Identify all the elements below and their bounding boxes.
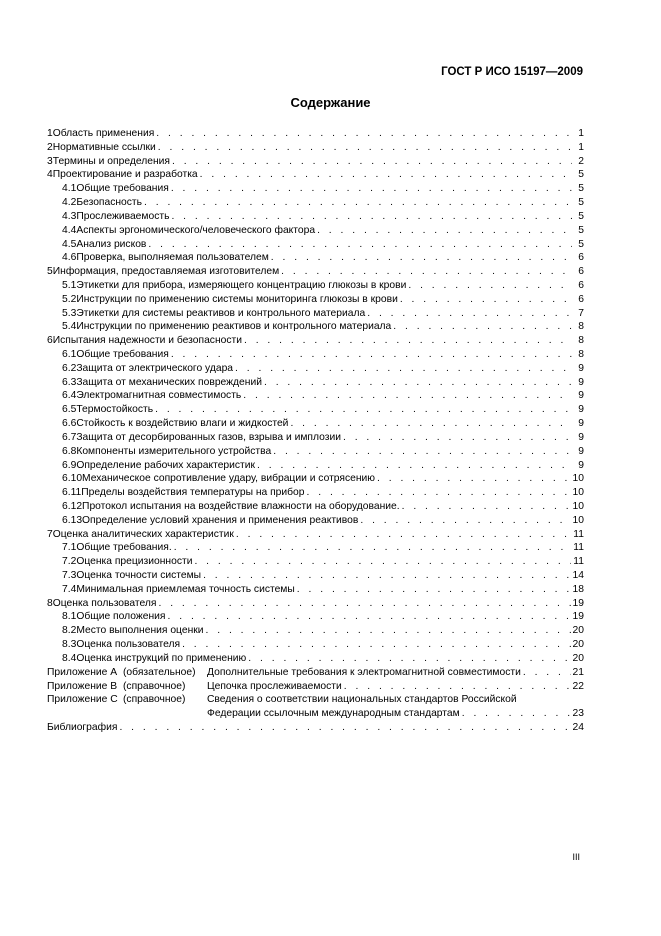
toc-entry-page: 20 bbox=[572, 652, 584, 664]
toc-entry-page: 18 bbox=[572, 583, 584, 595]
bibliography-page: 24 bbox=[572, 721, 584, 733]
leader-dots bbox=[244, 334, 572, 348]
leader-dots bbox=[290, 417, 572, 431]
toc-entry-number: 6.7 bbox=[62, 431, 77, 443]
toc-entry-number: 4.5 bbox=[62, 238, 77, 250]
toc-entry-title: Область применения bbox=[52, 128, 155, 139]
toc-entry-title: Аспекты эргономического/человеческого фактора bbox=[76, 224, 316, 236]
toc-entry-number: 8.2 bbox=[62, 625, 77, 637]
toc-entry-number: 6.10 bbox=[62, 473, 83, 485]
toc-entry-number: 5.1 bbox=[62, 279, 77, 291]
leader-dots bbox=[257, 459, 572, 473]
toc-entry bbox=[47, 403, 584, 417]
toc-entry bbox=[47, 417, 584, 431]
toc-entry-number: 6.9 bbox=[62, 459, 77, 471]
toc-entry-page: 6 bbox=[578, 279, 584, 291]
toc-entry bbox=[47, 141, 584, 155]
toc-entry bbox=[47, 528, 584, 542]
toc-entry-title: Общие требования bbox=[76, 183, 169, 195]
leader-dots bbox=[235, 362, 572, 376]
appendix-title: Сведения о соответствии национальных стандартов Российской bbox=[207, 694, 517, 706]
toc-entry-page: 5 bbox=[578, 238, 584, 250]
toc-entry bbox=[47, 127, 584, 141]
leader-dots bbox=[158, 597, 570, 611]
toc-entry-number: 5 bbox=[47, 266, 53, 278]
toc-entry-page: 19 bbox=[572, 597, 584, 609]
toc-entry-number: 6.2 bbox=[62, 362, 77, 374]
toc-entry-page: 6 bbox=[578, 252, 584, 264]
leader-dots bbox=[203, 569, 570, 583]
leader-dots bbox=[343, 431, 572, 445]
toc-entry-number: 6.11 bbox=[62, 487, 82, 499]
toc-entry bbox=[47, 638, 584, 652]
toc-entry bbox=[47, 238, 584, 252]
toc-entry-number: 6 bbox=[47, 335, 53, 347]
toc-entry-page: 2 bbox=[578, 155, 584, 167]
toc-entry-number: 7.3 bbox=[62, 570, 77, 581]
leader-dots bbox=[307, 486, 571, 500]
toc-entry-number: 6.8 bbox=[62, 445, 77, 457]
toc-entry-number: 8.3 bbox=[62, 639, 77, 651]
toc-entry-page: 1 bbox=[578, 141, 584, 153]
toc-entry-title: Место выполнения оценки bbox=[76, 625, 204, 637]
leader-dots bbox=[271, 251, 572, 265]
leader-dots bbox=[171, 210, 572, 224]
leader-dots bbox=[148, 238, 572, 252]
toc-entry bbox=[47, 541, 584, 555]
toc-entry-number: 6.13 bbox=[62, 514, 83, 526]
leader-dots bbox=[393, 320, 572, 334]
leader-dots bbox=[248, 652, 570, 666]
toc-entry bbox=[47, 431, 584, 445]
toc-entry-number: 6.4 bbox=[62, 390, 77, 402]
toc-entry bbox=[47, 624, 584, 638]
toc-entry-title: Определение рабочих характеристик bbox=[76, 459, 256, 471]
leader-dots bbox=[408, 279, 572, 293]
toc-entry-number: 4.4 bbox=[62, 224, 77, 236]
leader-dots bbox=[367, 307, 572, 321]
toc-entry-page: 1 bbox=[578, 128, 584, 139]
toc-entry-title: Оценка пользователя bbox=[52, 597, 157, 609]
toc-entry-page: 5 bbox=[578, 169, 584, 181]
toc-entry-number: 5.3 bbox=[62, 307, 77, 319]
toc-entry-number: 8.1 bbox=[62, 611, 77, 623]
leader-dots bbox=[171, 348, 572, 362]
toc-entry-title: Оценка инструкций по применению bbox=[76, 652, 247, 664]
toc-entry bbox=[47, 472, 584, 486]
leader-dots bbox=[156, 127, 572, 141]
leader-dots bbox=[236, 528, 571, 542]
table-of-contents bbox=[47, 127, 584, 735]
leader-dots bbox=[172, 155, 572, 169]
toc-entry-title: Термостойкость bbox=[76, 404, 154, 416]
toc-entry bbox=[47, 348, 584, 362]
leader-dots bbox=[462, 707, 571, 721]
toc-entry bbox=[47, 334, 584, 348]
appendix-kind: (справочное) bbox=[123, 694, 186, 706]
toc-entry-page: 5 bbox=[578, 210, 584, 222]
leader-dots bbox=[281, 265, 572, 279]
leader-dots bbox=[344, 680, 571, 694]
toc-entry bbox=[47, 459, 584, 473]
leader-dots bbox=[360, 514, 570, 528]
appendix-title: Цепочка прослеживаемости bbox=[207, 680, 342, 692]
toc-entry-title: Этикетки для прибора, измеряющего концентрацию глюкозы в крови bbox=[76, 279, 407, 291]
toc-entry-number: 6.12 bbox=[62, 500, 83, 512]
toc-entry-number: 7.1 bbox=[62, 542, 77, 554]
toc-entry-number: 1 bbox=[47, 128, 53, 139]
toc-entry-page: 11 bbox=[573, 528, 584, 540]
toc-entry bbox=[47, 265, 584, 279]
toc-entry-page: 8 bbox=[578, 349, 584, 360]
toc-entry bbox=[47, 486, 584, 500]
toc-entry bbox=[47, 610, 584, 624]
toc-entry-title: Безопасность bbox=[76, 197, 143, 209]
bibliography-title: Библиография bbox=[47, 721, 118, 733]
toc-appendix bbox=[47, 666, 584, 680]
appendix-label: Приложение В bbox=[47, 680, 118, 692]
toc-entry-number: 5.2 bbox=[62, 293, 77, 305]
toc-entry-number: 5.4 bbox=[62, 321, 77, 333]
toc-entry-page: 11 bbox=[573, 556, 584, 568]
toc-appendix bbox=[47, 680, 584, 694]
page-number: III bbox=[572, 852, 580, 862]
toc-entry-title: Информация, предоставляемая изготовителем bbox=[52, 266, 280, 278]
toc-entry-page: 9 bbox=[578, 390, 584, 402]
leader-dots bbox=[377, 472, 571, 486]
toc-entry bbox=[47, 500, 584, 514]
document-header: ГОСТ Р ИСО 15197—2009 bbox=[441, 66, 583, 78]
toc-entry-page: 6 bbox=[578, 266, 584, 278]
toc-entry-page: 10 bbox=[572, 473, 584, 485]
toc-entry-page: 9 bbox=[578, 404, 584, 416]
toc-entry-title: Проверка, выполняемая пользователем bbox=[76, 252, 269, 264]
toc-entry-page: 6 bbox=[578, 293, 584, 305]
toc-entry-title: Нормативные ссылки bbox=[52, 141, 156, 153]
toc-entry-title: Механическое сопротивление удару, вибрации и сотрясению bbox=[82, 473, 376, 485]
toc-entry bbox=[47, 569, 584, 583]
toc-entry-title: Электромагнитная совместимость bbox=[76, 390, 242, 402]
toc-entry-number: 7.2 bbox=[62, 556, 77, 568]
appendix-title: Дополнительные требования к электромагнитной совместимости bbox=[207, 666, 521, 678]
toc-entry-page: 9 bbox=[578, 459, 584, 471]
toc-entry bbox=[47, 514, 584, 528]
leader-dots bbox=[171, 182, 572, 196]
appendix-body bbox=[207, 680, 584, 694]
appendix-page: 23 bbox=[572, 708, 584, 720]
toc-entry-title: Инструкции по применению реактивов и контрольного материала bbox=[76, 321, 392, 333]
appendix-label: Приложение А bbox=[47, 666, 118, 678]
toc-entry-page: 11 bbox=[573, 542, 584, 554]
toc-entry-page: 9 bbox=[578, 362, 584, 374]
appendix-title-line2 bbox=[207, 707, 584, 721]
toc-entry-title: Компоненты измерительного устройства bbox=[76, 445, 272, 457]
toc-entry-title: Проектирование и разработка bbox=[52, 169, 198, 181]
toc-entry-title: Испытания надежности и безопасности bbox=[52, 335, 242, 347]
toc-entry-title: Оценка прецизионности bbox=[76, 556, 193, 568]
leader-dots bbox=[194, 555, 571, 569]
toc-entry bbox=[47, 168, 584, 182]
leader-dots bbox=[297, 583, 571, 597]
toc-entry bbox=[47, 583, 584, 597]
appendix-kind: (обязательное) bbox=[123, 666, 196, 678]
appendix-body bbox=[207, 693, 584, 721]
toc-entry bbox=[47, 445, 584, 459]
toc-entry-page: 8 bbox=[578, 321, 584, 333]
toc-entry-number: 4.3 bbox=[62, 210, 77, 222]
toc-entry-title: Защита от механических повреждений bbox=[76, 376, 262, 388]
toc-entry-page: 9 bbox=[578, 376, 584, 388]
toc-entry bbox=[47, 196, 584, 210]
toc-entry-title: Анализ рисков bbox=[76, 238, 147, 250]
toc-entry-title: Стойкость к воздействию влаги и жидкостей bbox=[76, 418, 289, 430]
toc-entry-number: 4 bbox=[47, 169, 53, 181]
toc-entry-page: 9 bbox=[578, 431, 584, 443]
toc-entry-title: Оценка точности системы bbox=[76, 570, 202, 581]
toc-entry-title: Оценка аналитических характеристик bbox=[52, 528, 234, 540]
toc-entry-page: 20 bbox=[572, 639, 584, 651]
toc-entry-title: Пределы воздействия температуры на прибор bbox=[81, 487, 305, 499]
toc-entry-number: 6.5 bbox=[62, 404, 77, 416]
toc-entry-number: 4.2 bbox=[62, 197, 77, 209]
toc-entry-number: 3 bbox=[47, 155, 53, 167]
toc-entry-page: 8 bbox=[578, 335, 584, 347]
toc-entry-title: Прослеживаемость bbox=[76, 210, 170, 222]
toc-entry-page: 9 bbox=[578, 418, 584, 430]
appendix-title-cont: Федерации ссылочным международным стандартам bbox=[207, 708, 460, 720]
toc-entry-title: Общие требования bbox=[76, 349, 169, 360]
toc-entry-title: Минимальная приемлемая точность системы bbox=[76, 583, 295, 595]
toc-entry-page: 10 bbox=[572, 500, 584, 512]
leader-dots bbox=[400, 293, 572, 307]
toc-entry bbox=[47, 293, 584, 307]
leader-dots bbox=[182, 638, 570, 652]
leader-dots bbox=[317, 224, 572, 238]
leader-dots bbox=[200, 168, 572, 182]
toc-entry-number: 7 bbox=[47, 528, 53, 540]
toc-entry bbox=[47, 555, 584, 569]
toc-entry bbox=[47, 320, 584, 334]
toc-entry-page: 9 bbox=[578, 445, 584, 457]
toc-entry-title: Этикетки для системы реактивов и контрольного материала bbox=[76, 307, 366, 319]
toc-entry-page: 5 bbox=[578, 183, 584, 195]
appendix-kind: (справочное) bbox=[123, 680, 186, 692]
toc-entry-page: 10 bbox=[572, 487, 584, 499]
toc-entry bbox=[47, 155, 584, 169]
toc-entry-number: 8.4 bbox=[62, 652, 77, 664]
appendix-body bbox=[207, 666, 584, 680]
toc-entry bbox=[47, 279, 584, 293]
toc-entry-page: 20 bbox=[572, 625, 584, 637]
toc-entry-title: Термины и определения bbox=[52, 155, 170, 167]
toc-entry-number: 6.6 bbox=[62, 418, 77, 430]
leader-dots bbox=[243, 389, 572, 403]
toc-entry-page: 7 bbox=[578, 307, 584, 319]
appendix-label: Приложение С bbox=[47, 694, 118, 706]
toc-entry-title: Оценка пользователя bbox=[76, 639, 181, 651]
leader-dots bbox=[119, 721, 570, 735]
toc-entry bbox=[47, 597, 584, 611]
leader-dots bbox=[206, 624, 571, 638]
toc-entry-number: 6.3 bbox=[62, 376, 77, 388]
leader-dots bbox=[144, 196, 572, 210]
toc-entry-title: Общие положения bbox=[76, 611, 166, 623]
toc-entry bbox=[47, 652, 584, 666]
toc-entry-number: 4.1 bbox=[62, 183, 77, 195]
toc-entry-number: 7.4 bbox=[62, 583, 77, 595]
toc-entry bbox=[47, 376, 584, 390]
leader-dots bbox=[155, 403, 572, 417]
leader-dots bbox=[264, 376, 572, 390]
toc-entry bbox=[47, 307, 584, 321]
leader-dots bbox=[158, 141, 572, 155]
toc-entry bbox=[47, 362, 584, 376]
toc-entry-page: 5 bbox=[578, 197, 584, 209]
page-title: Содержание bbox=[290, 95, 371, 110]
toc-entry-number: 4.6 bbox=[62, 252, 77, 264]
toc-entry bbox=[47, 251, 584, 265]
toc-entry-title: Определение условий хранения и применения реактивов bbox=[82, 514, 359, 526]
toc-entry-title: Общие требования. bbox=[76, 542, 172, 554]
leader-dots bbox=[402, 500, 571, 514]
toc-entry-page: 5 bbox=[578, 224, 584, 236]
toc-entry bbox=[47, 210, 584, 224]
leader-dots bbox=[523, 666, 571, 680]
toc-entry-title: Инструкции по применению системы мониторинга глюкозы в крови bbox=[76, 293, 398, 305]
leader-dots bbox=[174, 541, 572, 555]
toc-entry-page: 19 bbox=[572, 611, 584, 623]
toc-entry-number: 6.1 bbox=[62, 349, 77, 360]
appendix-page: 22 bbox=[572, 680, 584, 692]
toc-entry-page: 14 bbox=[572, 570, 584, 581]
toc-entry-title: Протокол испытания на воздействие влажности на оборудование. bbox=[82, 500, 400, 512]
toc-entry-title: Защита от электрического удара bbox=[76, 362, 234, 374]
toc-entry-page: 10 bbox=[572, 514, 584, 526]
appendix-page: 21 bbox=[572, 666, 584, 678]
leader-dots bbox=[168, 610, 571, 624]
toc-entry bbox=[47, 182, 584, 196]
toc-entry bbox=[47, 224, 584, 238]
toc-entry-title: Защита от десорбированных газов, взрыва и имплозии bbox=[76, 431, 341, 443]
toc-entry-number: 2 bbox=[47, 141, 53, 153]
toc-appendix bbox=[47, 693, 584, 721]
toc-entry bbox=[47, 389, 584, 403]
leader-dots bbox=[273, 445, 572, 459]
toc-entry-number: 8 bbox=[47, 597, 53, 609]
toc-bibliography bbox=[47, 721, 584, 735]
